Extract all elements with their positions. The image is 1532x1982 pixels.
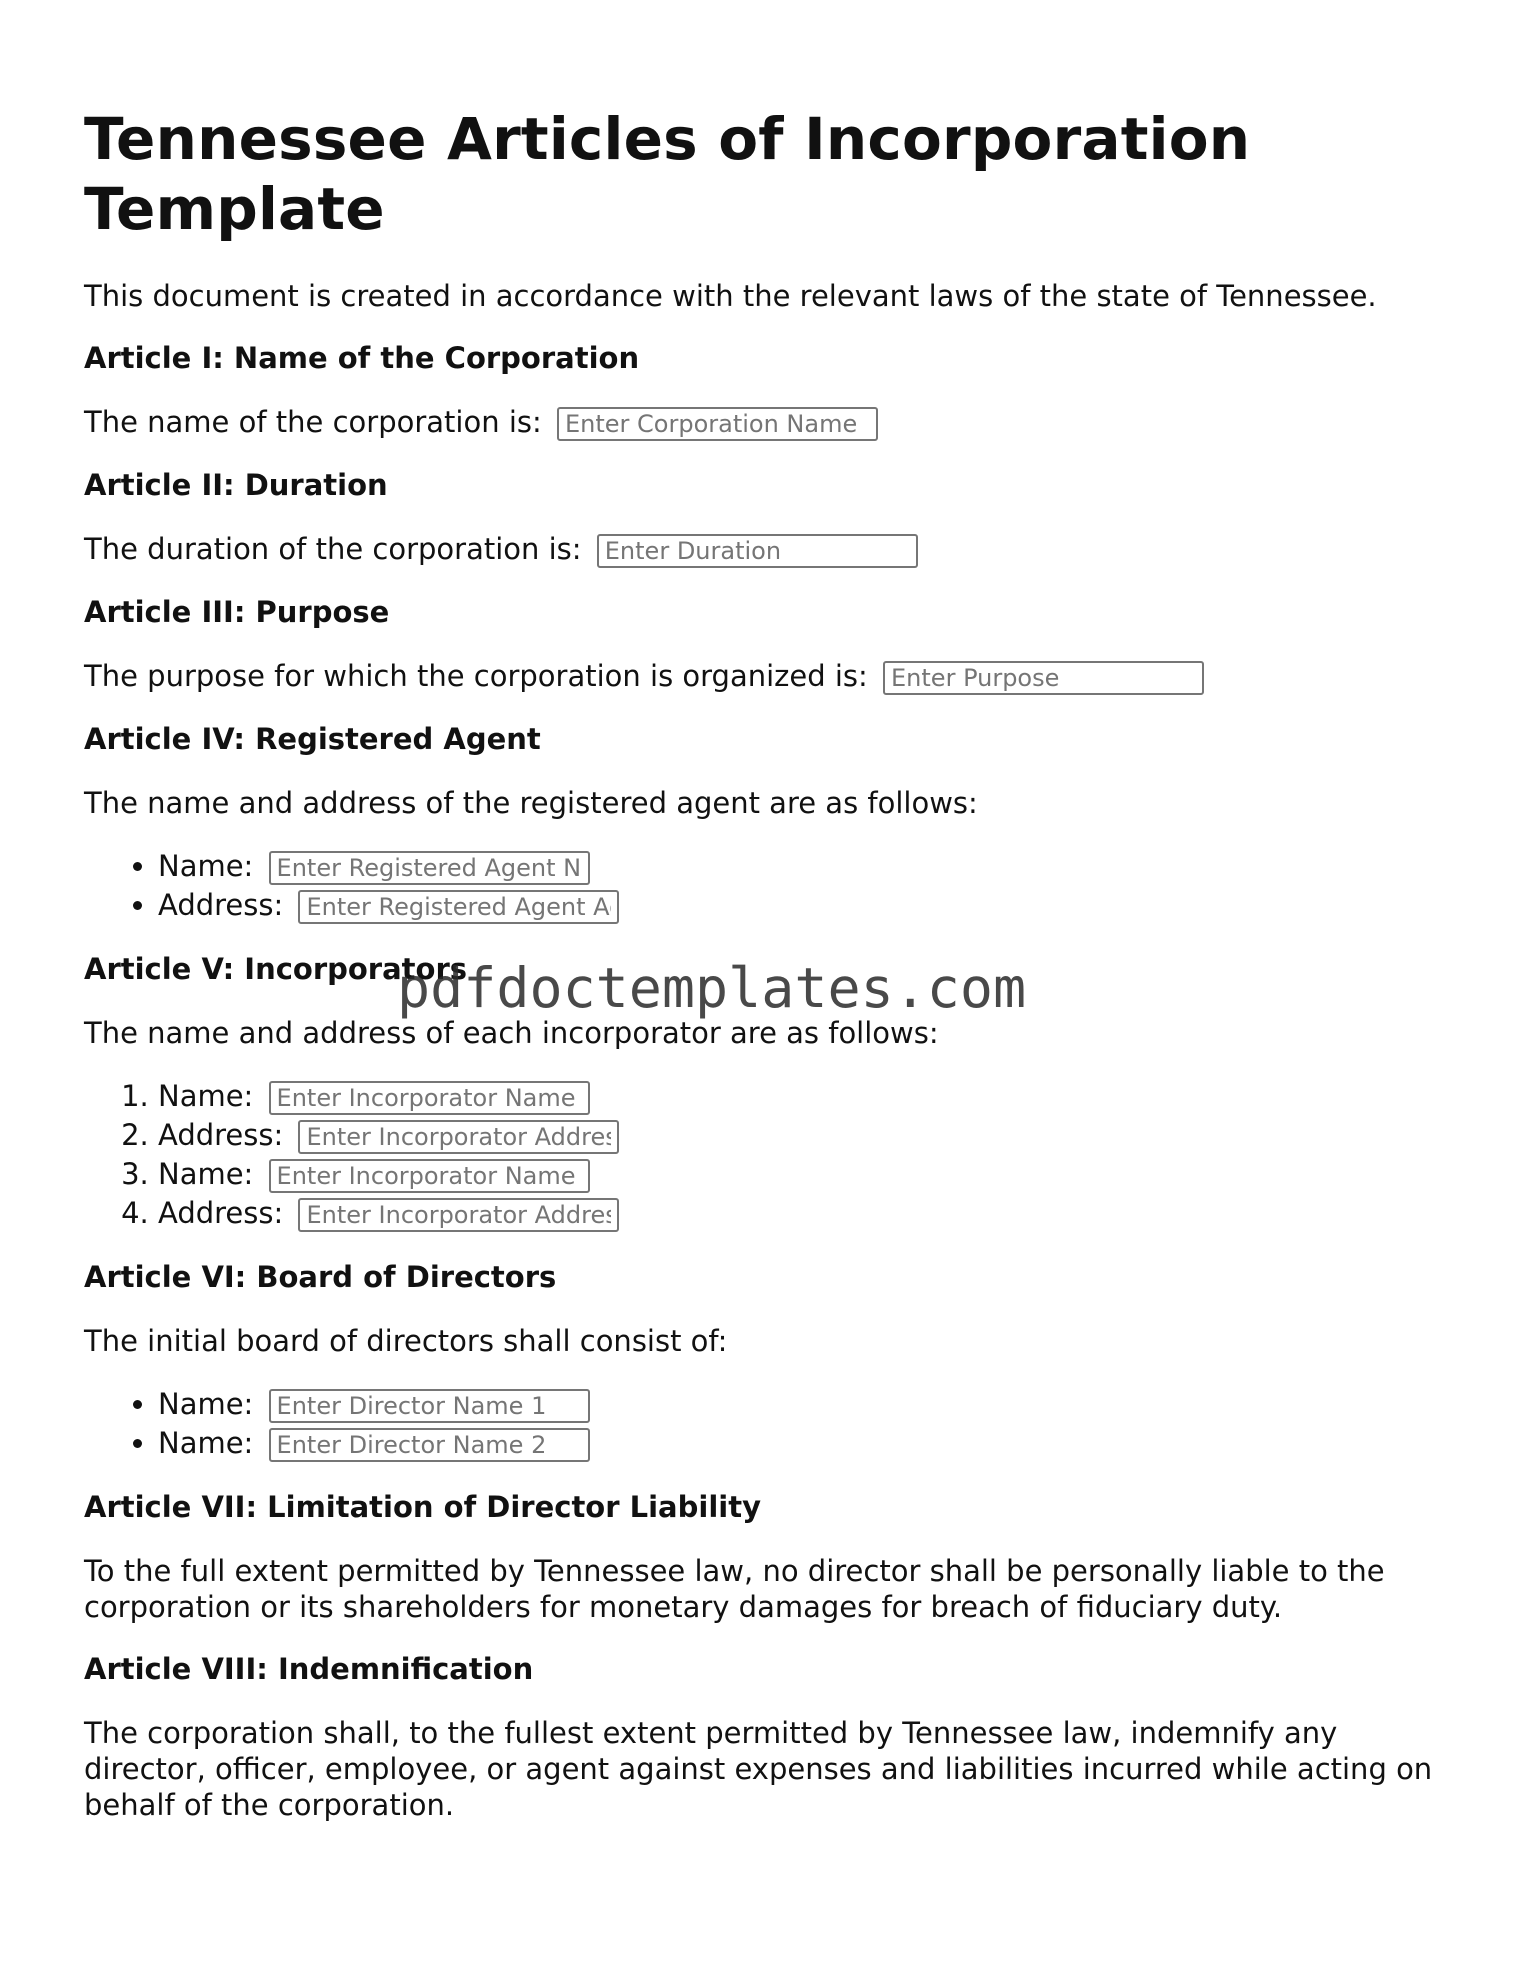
- field-label: Name:: [158, 1426, 254, 1460]
- article-2-text: The duration of the corporation is:: [84, 532, 582, 566]
- field-label: Address:: [158, 888, 284, 922]
- article-3-text: The purpose for which the corporation is organized is:: [84, 659, 868, 693]
- directors-list: [84, 1385, 1464, 1463]
- article-1-paragraph: [84, 404, 1464, 441]
- director-name-1-input[interactable]: [269, 1389, 590, 1423]
- field-label: Address:: [158, 1118, 284, 1152]
- incorporator-address-2-input[interactable]: [298, 1198, 619, 1232]
- article-7-text: To the full extent permitted by Tennessee law, no director shall be personally liable to the corporation or its shareholders for monetary damages for breach of fiduciary duty.: [84, 1554, 1385, 1624]
- field-label: Name:: [158, 1079, 254, 1113]
- purpose-input[interactable]: [883, 661, 1204, 695]
- registered-agent-address-input[interactable]: [298, 890, 619, 924]
- list-item: [158, 1116, 1464, 1155]
- article-5-heading: Article V: Incorporators: [84, 952, 468, 986]
- watermark: pdfdoctemplates.com: [397, 956, 1027, 1020]
- article-1-heading: Article I: Name of the Corporation: [84, 341, 640, 375]
- article-2-heading: Article II: Duration: [84, 468, 388, 502]
- article-3-heading: Article III: Purpose: [84, 595, 390, 629]
- list-item: [158, 1424, 1464, 1463]
- article-8-heading: Article VIII: Indemnification: [84, 1652, 534, 1686]
- article-3-paragraph: [84, 658, 1464, 695]
- article-1-text: The name of the corporation is:: [84, 405, 542, 439]
- incorporators-list: [84, 1077, 1464, 1233]
- article-8-text: The corporation shall, to the fullest extent permitted by Tennessee law, indemnify any director, officer, employee, or agent against expenses and liabilities incurred while acting on behalf of the corporation.: [84, 1716, 1433, 1822]
- article-5-text: The name and address of each incorporator are as follows:: [84, 1016, 939, 1050]
- article-6-text: The initial board of directors shall consist of:: [84, 1324, 728, 1358]
- registered-agent-list: [84, 847, 1464, 925]
- corporation-name-input[interactable]: [557, 407, 878, 441]
- list-item: [158, 1155, 1464, 1194]
- list-item: [158, 1194, 1464, 1233]
- list-item: [158, 1385, 1464, 1424]
- article-6-heading: Article VI: Board of Directors: [84, 1260, 557, 1294]
- registered-agent-name-input[interactable]: [269, 851, 590, 885]
- duration-input[interactable]: [597, 534, 918, 568]
- article-4-heading: Article IV: Registered Agent: [84, 722, 541, 756]
- incorporator-name-2-input[interactable]: [269, 1159, 590, 1193]
- field-label: Name:: [158, 1157, 254, 1191]
- list-item: [158, 847, 1464, 886]
- field-label: Address:: [158, 1196, 284, 1230]
- article-2-paragraph: [84, 531, 1464, 568]
- intro-text: This document is created in accordance with the relevant laws of the state of Tennessee.: [84, 279, 1377, 313]
- director-name-2-input[interactable]: [269, 1428, 590, 1462]
- incorporator-name-1-input[interactable]: [269, 1081, 590, 1115]
- article-7-heading: Article VII: Limitation of Director Liability: [84, 1490, 761, 1524]
- incorporator-address-1-input[interactable]: [298, 1120, 619, 1154]
- document-page: [84, 104, 1464, 1849]
- page-title: Tennessee Articles of Incorporation Template: [84, 105, 1251, 243]
- list-item: [158, 1077, 1464, 1116]
- list-item: [158, 886, 1464, 925]
- field-label: Name:: [158, 849, 254, 883]
- article-4-text: The name and address of the registered agent are as follows:: [84, 786, 978, 820]
- field-label: Name:: [158, 1387, 254, 1421]
